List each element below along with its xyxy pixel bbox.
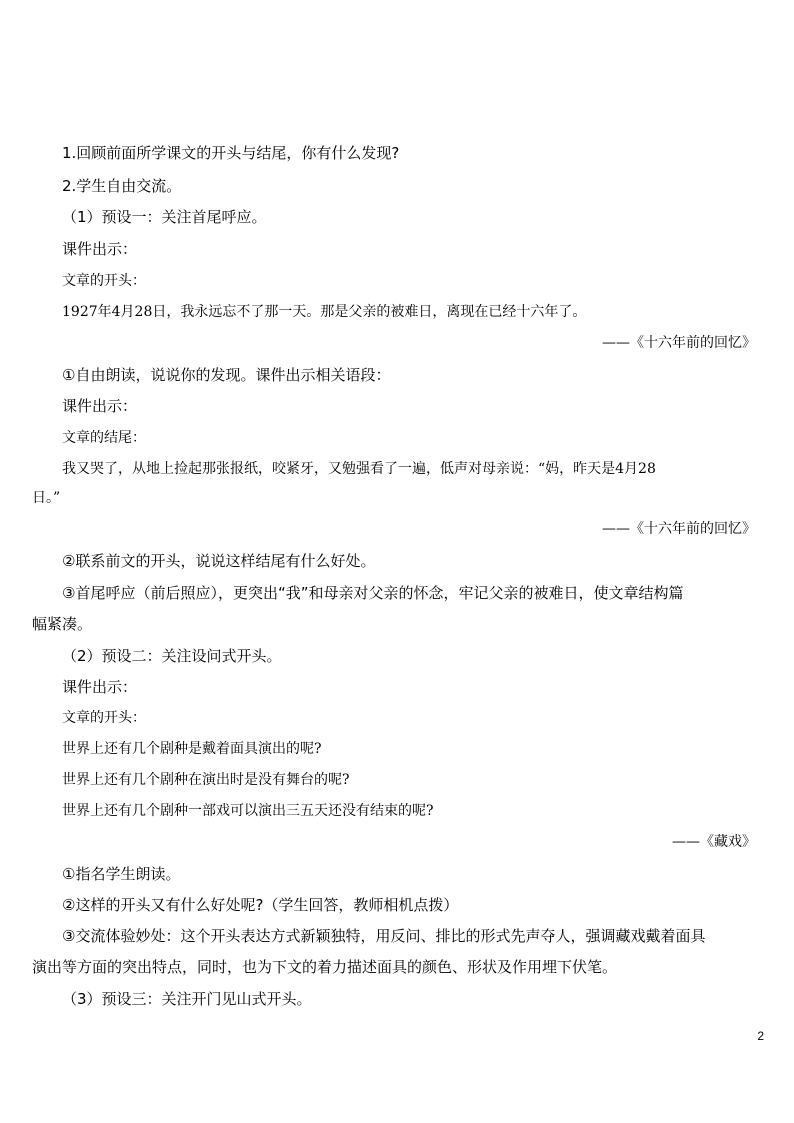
quote-tibetan-opera-2: 世界上还有几个剧种在演出时是没有舞台的呢?	[62, 772, 350, 788]
heading-preset-one: （1）预设一：关注首尾呼应。	[62, 208, 267, 226]
source-sixteen-years-2: ——《十六年前的回忆》	[602, 521, 756, 537]
source-sixteen-years-1: ——《十六年前的回忆》	[602, 335, 756, 351]
label-article-opening: 文章的开头：	[62, 710, 146, 726]
label-courseware-show: 课件出示：	[62, 678, 138, 696]
heading-preset-two: （2）预设二：关注设问式开头。	[62, 647, 282, 665]
paragraph-read-aloud: ①自由朗读，说说你的发现。课件出示相关语段：	[62, 366, 391, 384]
label-courseware-show: 课件出示：	[62, 397, 138, 415]
label-article-opening: 文章的开头：	[62, 273, 146, 289]
quote-ending-line-1: 我又哭了，从地上捡起那张报纸，咬紧牙，又勉强看了一遍，低声对母亲说：“妈，昨天是4月28	[62, 461, 656, 477]
quote-tibetan-opera-1: 世界上还有几个剧种是戴着面具演出的呢?	[62, 741, 322, 757]
paragraph-experience-1: ③交流体验妙处：这个开头表达方式新颖独特，用反问、排比的形式先声夺人，强调藏戏戴着面具	[62, 927, 706, 945]
paragraph-free-discussion: 2.学生自由交流。	[62, 177, 182, 195]
paragraph-ending-benefit: ②联系前文的开头，说说这样结尾有什么好处。	[62, 552, 376, 570]
source-tibetan-opera: ——《藏戏》	[672, 834, 756, 850]
quote-tibetan-opera-3: 世界上还有几个剧种一部戏可以演出三五天还没有结束的呢?	[62, 803, 434, 819]
paragraph-opening-benefit: ②这样的开头又有什么好处呢?（学生回答，教师相机点拨）	[62, 896, 459, 914]
quote-opening-sixteen-years: 1927年4月28日，我永远忘不了那一天。那是父亲的被难日，离现在已经十六年了。	[62, 304, 587, 320]
quote-ending-line-2: 日。”	[32, 490, 61, 506]
paragraph-review-question: 1.回顾前面所学课文的开头与结尾，你有什么发现?	[62, 144, 400, 162]
paragraph-experience-2: 演出等方面的突出特点，同时，也为下文的着力描述面具的颜色、形状及作用埋下伏笔。	[32, 958, 618, 976]
paragraph-echo-explain-2: 幅紧凑。	[32, 615, 93, 633]
page-number: 2	[757, 1029, 764, 1043]
heading-preset-three: （3）预设三：关注开门见山式开头。	[62, 990, 312, 1008]
label-article-ending: 文章的结尾：	[62, 430, 146, 446]
label-courseware-show: 课件出示：	[62, 240, 138, 258]
paragraph-name-students: ①指名学生朗读。	[62, 865, 181, 883]
paragraph-echo-explain-1: ③首尾呼应（前后照应），更突出“我”和母亲对父亲的怀念，牢记父亲的被难日，使文章结构篇	[62, 584, 684, 602]
